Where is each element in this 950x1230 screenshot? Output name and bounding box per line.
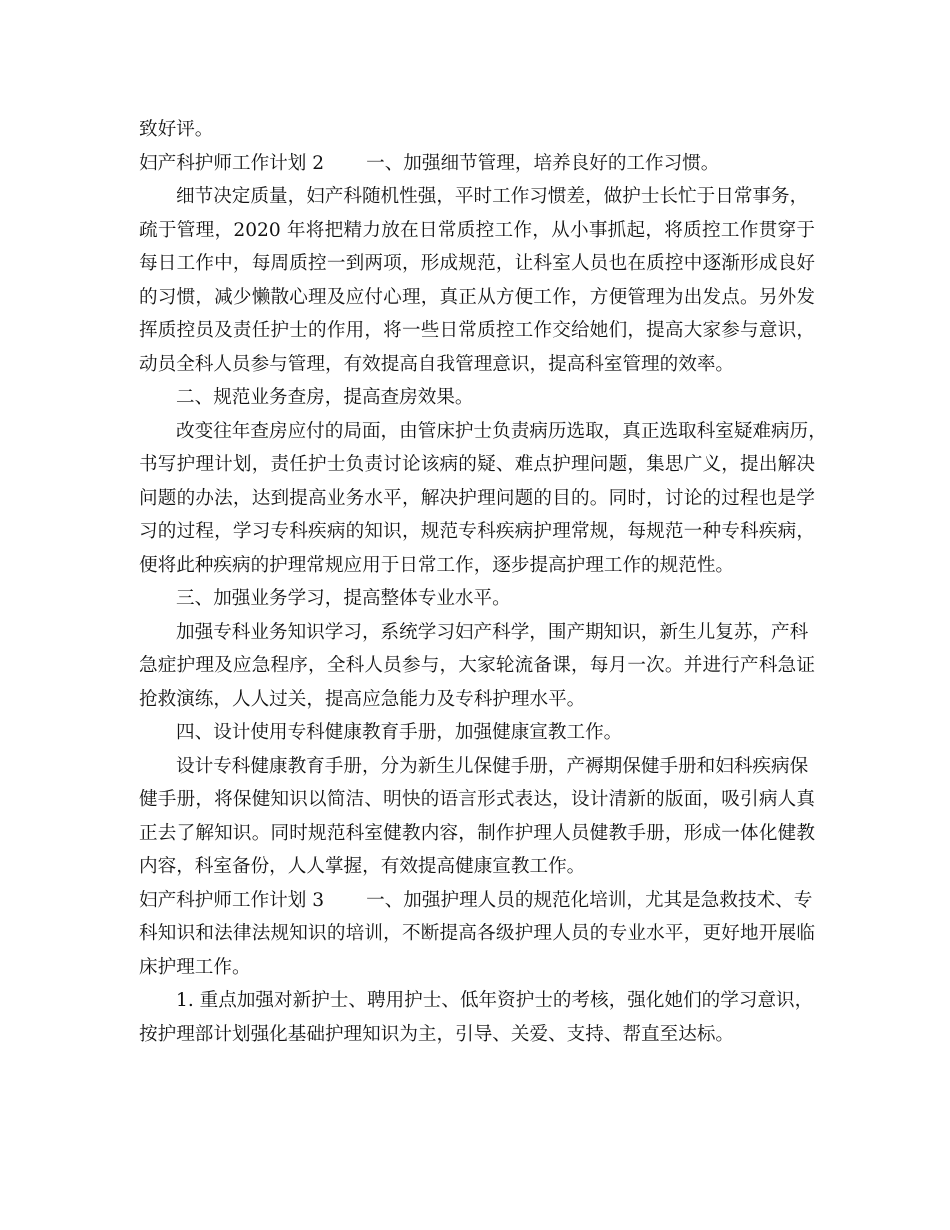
paragraph-line: 问题的办法，达到提高业务水平，解决护理问题的目的。同时，讨论的过程也是学	[139, 487, 815, 509]
section-heading-line	[139, 147, 815, 181]
paragraph-line: 按护理部计划强化基础护理知识为主，引导、关爱、支持、帮直至达标。	[139, 1023, 735, 1045]
paragraph-line: 疏于管理，2020 年将把精力放在日常质控工作，从小事抓起，将质控工作贯穿于	[139, 219, 815, 241]
subheading-line: 二、规范业务查房，提高查房效果。	[176, 387, 474, 408]
paragraph-line: 动员全科人员参与管理，有效提高自我管理意识，提高科室管理的效率。	[139, 353, 735, 375]
paragraph-line: 改变往年查房应付的局面，由管床护士负责病历选取，真正选取科室疑难病历，	[176, 420, 827, 442]
paragraph-line: 每日工作中，每周质控一到两项，形成规范，让科室人员也在质控中逐渐形成良好	[139, 253, 815, 274]
document-body	[139, 113, 827, 1051]
paragraph-line: 设计专科健康教育手册，分为新生儿保健手册，产褥期保健手册和妇科疾病保	[176, 755, 809, 777]
paragraph-line: 挥质控员及责任护士的作用，将一些日常质控工作交给她们，提高大家参与意识，	[139, 320, 815, 341]
paragraph-line: 致好评。	[139, 119, 214, 140]
paragraph-line: 科知识和法律法规知识的培训，不断提高各级护理人员的专业水平，更好地开展临	[139, 923, 815, 944]
section-heading: 妇产科护师工作计划 2	[139, 152, 325, 174]
subheading-line: 三、加强业务学习，提高整体专业水平。	[176, 588, 511, 609]
paragraph-line: 便将此种疾病的护理常规应用于日常工作，逐步提高护理工作的规范性。	[139, 554, 735, 576]
paragraph-line: 习的过程，学习专科疾病的知识，规范专科疾病护理常规，每规范一种专科疾病，	[139, 521, 815, 542]
section-heading: 妇产科护师工作计划 3	[139, 889, 325, 911]
list-item: 1. 重点加强对新护士、聘用护士、低年资护士的考核，强化她们的学习意识，	[176, 990, 814, 1011]
paragraph-line: 一、加强细节管理，培养良好的工作习惯。	[366, 152, 720, 174]
paragraph-line: 抢救演练，人人过关，提高应急能力及专科护理水平。	[139, 688, 586, 710]
paragraph-line: 健手册，将保健知识以简洁、明快的语言形式表达，设计清新的版面，吸引病人真	[139, 789, 815, 810]
section-heading-line	[139, 884, 815, 918]
paragraph-line: 细节决定质量，妇产科随机性强，平时工作习惯差，做护士长忙于日常事务，	[176, 186, 809, 207]
paragraph-line: 加强专科业务知识学习，系统学习妇产科学，围产期知识，新生儿复苏，产科	[176, 621, 809, 643]
paragraph-line: 急症护理及应急程序，全科人员参与，大家轮流备课，每月一次。并进行产科急证	[139, 655, 815, 676]
paragraph-line: 正去了解知识。同时规范科室健教内容，制作护理人员健教手册，形成一体化健教	[139, 822, 815, 844]
paragraph-line: 床护理工作。	[139, 956, 251, 978]
paragraph-line: 书写护理计划，责任护士负责讨论该病的疑、难点护理问题，集思广义，提出解决	[139, 454, 815, 475]
subheading-line: 四、设计使用专科健康教育手册，加强健康宣教工作。	[176, 722, 623, 743]
paragraph-line: 的习惯，减少懒散心理及应付心理，真正从方便工作，方便管理为出发点。另外发	[139, 286, 815, 308]
paragraph-line: 一、加强护理人员的规范化培训，尤其是急救技术、专	[366, 889, 813, 911]
paragraph-line: 内容，科室备份，人人掌握，有效提高健康宣教工作。	[139, 856, 586, 877]
